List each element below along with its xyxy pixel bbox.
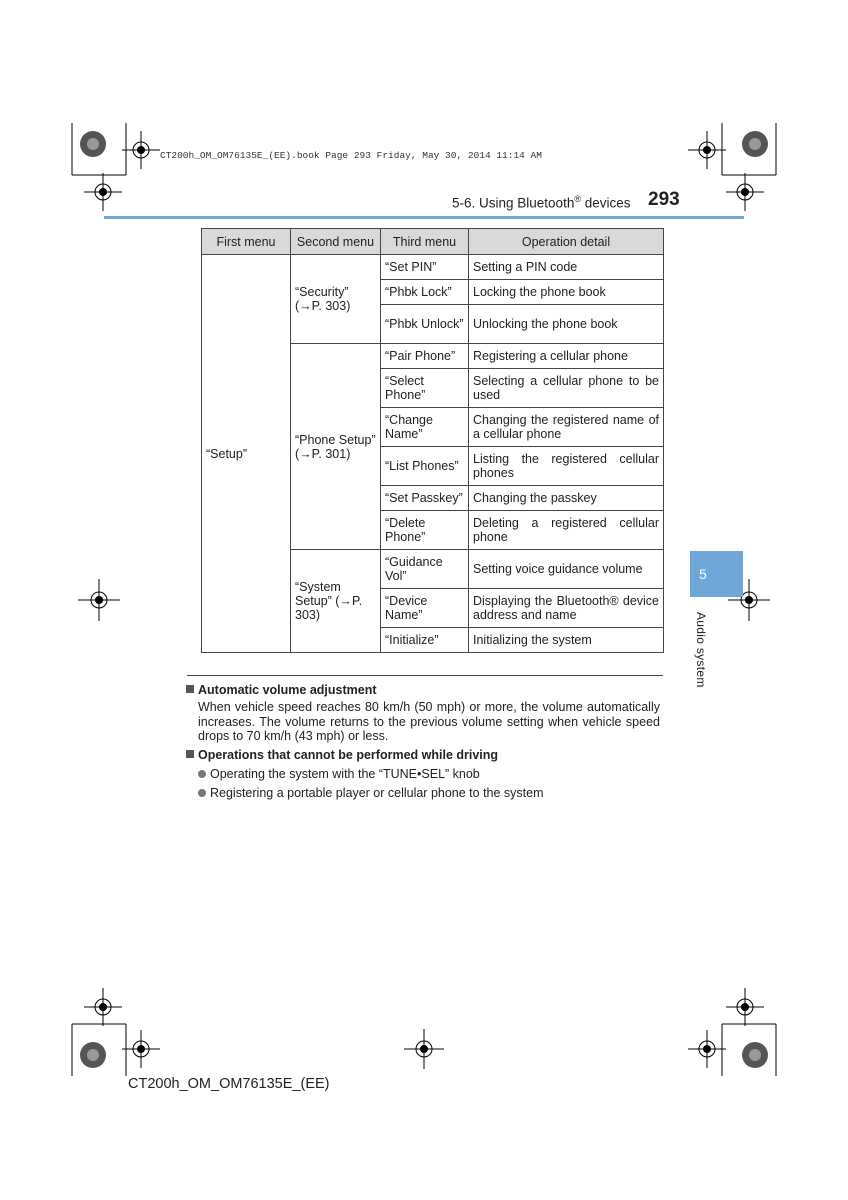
list-item-text: Operating the system with the “TUNE•SEL” knob <box>210 767 480 781</box>
second-menu-cell: “System Setup” (→P. 303) <box>291 550 381 653</box>
note-body-auto-volume: When vehicle speed reaches 80 km/h (50 mph) or more, the volume automatically increases. The volume returns to the previous volume setting when vehicle speed drops to 70 km/h (43 mph) or less. <box>198 700 660 743</box>
operation-detail-cell: Locking the phone book <box>469 280 664 305</box>
operation-detail-cell: Changing the registered name of a cellular phone <box>469 408 664 447</box>
third-menu-cell: “Guidance Vol” <box>381 550 469 589</box>
round-bullet-icon <box>198 770 206 778</box>
table-header-row <box>202 229 664 255</box>
table-row <box>202 255 664 280</box>
third-menu-cell: “Pair Phone” <box>381 344 469 369</box>
table-header-cell: First menu <box>202 229 291 255</box>
operation-detail-cell: Selecting a cellular phone to be used <box>469 369 664 408</box>
operation-detail-cell: Listing the registered cellular phones <box>469 447 664 486</box>
third-menu-cell: “Initialize” <box>381 628 469 653</box>
third-menu-cell: “Set PIN” <box>381 255 469 280</box>
operation-detail-cell: Unlocking the phone book <box>469 305 664 344</box>
section-title <box>452 194 631 211</box>
operation-detail-cell: Initializing the system <box>469 628 664 653</box>
operation-detail-cell: Displaying the Bluetooth® device address and name <box>469 589 664 628</box>
menu-table <box>201 228 664 653</box>
round-bullet-icon <box>198 789 206 797</box>
table-header-cell: Operation detail <box>469 229 664 255</box>
section-title-text: 5-6. Using Bluetooth <box>452 195 575 211</box>
operation-detail-cell: Changing the passkey <box>469 486 664 511</box>
chapter-side-label: Audio system <box>694 612 708 688</box>
operation-detail-cell: Setting voice guidance volume <box>469 550 664 589</box>
third-menu-cell: “Delete Phone” <box>381 511 469 550</box>
list-item-text: Registering a portable player or cellular phone to the system <box>210 786 544 800</box>
first-menu-cell: “Setup” <box>202 255 291 653</box>
page-number: 293 <box>648 189 680 210</box>
square-bullet-icon <box>186 685 194 693</box>
note-heading-auto-volume <box>186 683 377 697</box>
registered-mark: ® <box>574 194 581 204</box>
chapter-number: 5 <box>699 566 707 582</box>
third-menu-cell: “Device Name” <box>381 589 469 628</box>
square-bullet-icon <box>186 750 194 758</box>
print-info-line: CT200h_OM_OM76135E_(EE).book Page 293 Friday, May 30, 2014 11:14 AM <box>160 150 542 161</box>
note-heading-driving <box>186 748 498 762</box>
operation-detail-cell: Deleting a registered cellular phone <box>469 511 664 550</box>
table-header-cell: Third menu <box>381 229 469 255</box>
second-menu-cell: “Security” (→P. 303) <box>291 255 381 344</box>
note-heading-text: Operations that cannot be performed while driving <box>198 748 499 762</box>
operation-detail-cell: Setting a PIN code <box>469 255 664 280</box>
header-rule <box>104 216 744 219</box>
third-menu-cell: “Set Passkey” <box>381 486 469 511</box>
note-heading-text: Automatic volume adjustment <box>198 683 377 697</box>
table-header-cell: Second menu <box>291 229 381 255</box>
table-bottom-rule <box>187 675 663 676</box>
list-item <box>198 767 480 781</box>
third-menu-cell: “Phbk Lock” <box>381 280 469 305</box>
footer-document-code: CT200h_OM_OM76135E_(EE) <box>128 1076 330 1092</box>
operation-detail-cell: Registering a cellular phone <box>469 344 664 369</box>
third-menu-cell: “Phbk Unlock” <box>381 305 469 344</box>
list-item <box>198 786 544 800</box>
third-menu-cell: “List Phones” <box>381 447 469 486</box>
chapter-tab <box>690 551 743 597</box>
section-title-tail: devices <box>580 195 631 211</box>
second-menu-cell: “Phone Setup” (→P. 301) <box>291 344 381 550</box>
third-menu-cell: “Change Name” <box>381 408 469 447</box>
third-menu-cell: “Select Phone” <box>381 369 469 408</box>
